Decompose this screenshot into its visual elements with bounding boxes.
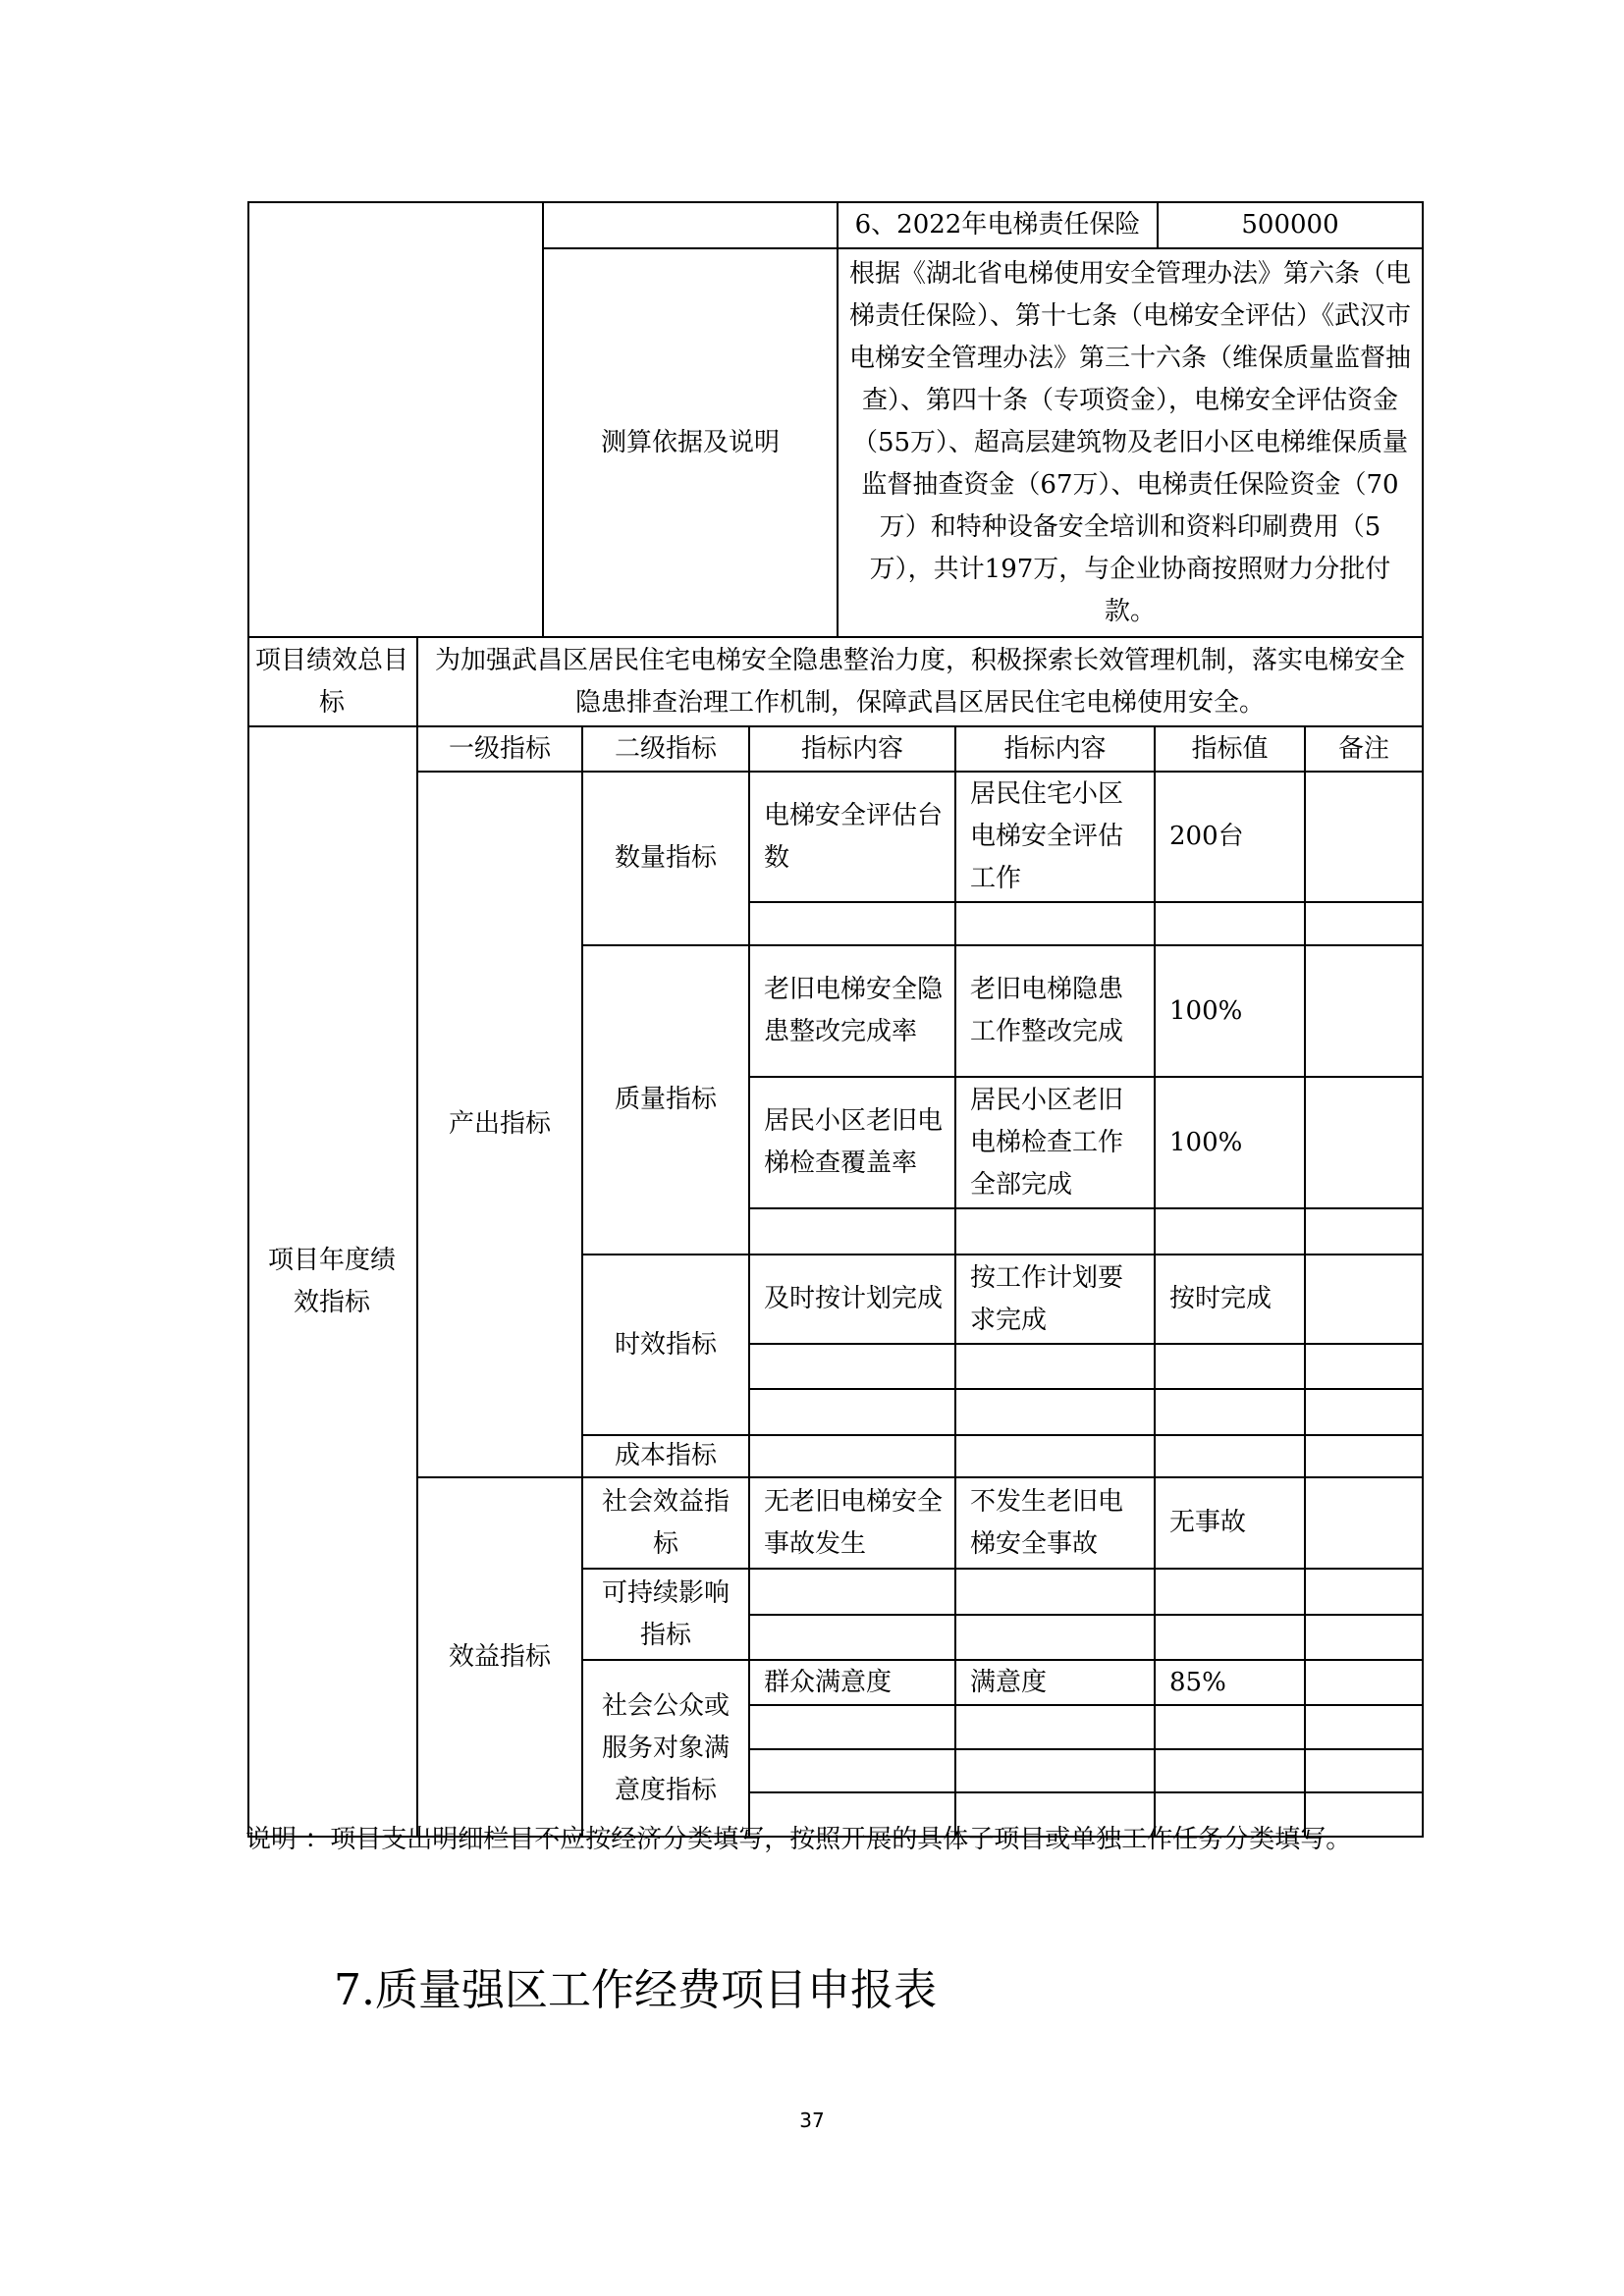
header-level2: 二级指标 bbox=[614, 733, 717, 764]
table-row-quantity-content: 电梯安全评估台数 bbox=[764, 800, 944, 873]
section-title: 7.质量强区工作经费项目申报表 bbox=[334, 1965, 937, 2015]
cost-indicator-label: 成本指标 bbox=[614, 1441, 717, 1470]
sustain-impact-label: 可持续影响指标 bbox=[601, 1577, 730, 1650]
table-row-time-detail: 按工作计划要求完成 bbox=[970, 1262, 1124, 1335]
header-content: 指标内容 bbox=[800, 733, 903, 764]
table-row-satisfaction-value: 85% bbox=[1169, 1667, 1226, 1697]
table-row-quality1-content: 老旧电梯安全隐患整改完成率 bbox=[764, 975, 944, 1046]
table-row-social-detail: 不发生老旧电梯安全事故 bbox=[970, 1486, 1124, 1559]
basis-label: 测算依据及说明 bbox=[600, 427, 780, 457]
table-row-quality1-detail: 老旧电梯隐患工作整改完成 bbox=[970, 975, 1124, 1046]
output-indicator-label: 产出指标 bbox=[448, 1109, 551, 1139]
table-row-quality2-detail: 居民小区老旧电梯检查工作全部完成 bbox=[970, 1085, 1124, 1200]
table-row-quality2-content: 居民小区老旧电梯检查覆盖率 bbox=[764, 1106, 944, 1178]
quality-indicator-label: 质量指标 bbox=[614, 1085, 717, 1114]
quantity-indicator-label: 数量指标 bbox=[614, 843, 717, 873]
basis-text: 根据《湖北省电梯使用安全管理办法》第六条（电梯责任保险）、第十七条（电梯安全评估）《武汉市电梯安全管理办法》第三十六条（维保质量监督抽查）、第四十条（专项资金），电梯安全评估资金（55万）、超高层建筑物及老旧小区电梯维保质量监督抽查资金（67万）、电梯责任保险资金（70万）和特种设备安全培训和资料印刷费用（5万），共计197万，与企业协商按照财力分批付款。 bbox=[848, 258, 1411, 626]
header-value: 指标值 bbox=[1191, 733, 1269, 764]
table-row-time-content: 及时按计划完成 bbox=[764, 1284, 944, 1313]
table-row-satisfaction-detail: 满意度 bbox=[970, 1667, 1048, 1697]
table-row-time-value: 按时完成 bbox=[1169, 1284, 1272, 1313]
item6-label: 6、2022年电梯责任保险 bbox=[854, 210, 1141, 240]
goal-text: 为加强武昌区居民住宅电梯安全隐患整治力度，积极探索长效管理机制，落实电梯安全隐患排查治理工作机制，保障武昌区居民住宅电梯使用安全。 bbox=[434, 645, 1405, 718]
social-benefit-label: 社会效益指标 bbox=[601, 1486, 730, 1559]
annual-indicator-label: 项目年度绩效指标 bbox=[267, 1245, 396, 1317]
page-number: 37 bbox=[799, 2109, 825, 2132]
item6-value: 500000 bbox=[1241, 210, 1339, 240]
table-row-social-value: 无事故 bbox=[1169, 1508, 1247, 1537]
goal-label: 项目绩效总目标 bbox=[255, 645, 409, 718]
table-row-social-content: 无老旧电梯安全事故发生 bbox=[764, 1486, 944, 1559]
benefit-indicator-label: 效益指标 bbox=[448, 1641, 551, 1672]
table-row-quantity-value: 200台 bbox=[1169, 822, 1244, 851]
table-row-quality1-value: 100% bbox=[1169, 995, 1243, 1026]
table-row-satisfaction-content: 群众满意度 bbox=[764, 1667, 893, 1697]
header-remark: 备注 bbox=[1337, 733, 1389, 764]
table-row-quantity-detail: 居民住宅小区电梯安全评估工作 bbox=[970, 779, 1124, 893]
table-note: 说明 ：项目支出明细栏目不应按经济分类填写，按照开展的具体子项目或单独工作任务分类填写。 bbox=[245, 1825, 1352, 1854]
header-level1: 一级指标 bbox=[448, 733, 551, 764]
table-row-quality2-value: 100% bbox=[1169, 1127, 1243, 1157]
header-detail: 指标内容 bbox=[1003, 733, 1107, 764]
time-indicator-label: 时效指标 bbox=[614, 1329, 717, 1360]
satisfaction-label: 社会公众或服务对象满意度指标 bbox=[601, 1690, 730, 1805]
